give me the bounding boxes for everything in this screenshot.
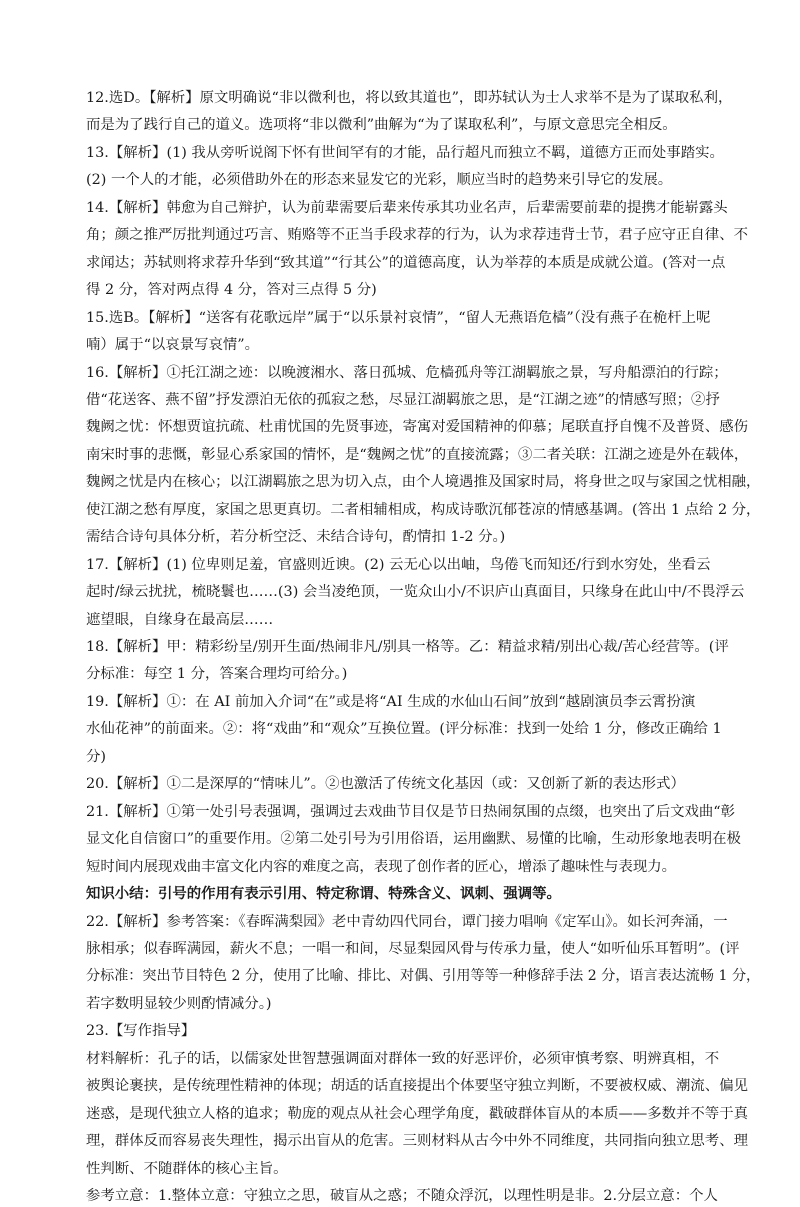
q16-line-5: 魏阙之忧是内在核心；以江湖羁旅之思为切入点，由个人境遇推及国家时局，将身世之叹与家国之忧相融， (86, 474, 760, 490)
q17-line-3: 遮望眼，自缘身在最高层…… (86, 612, 274, 628)
q16-line-2: 借“花送客、燕不留”抒发漂泊无依的孤寂之愁，尽显江湖羁旅之思，是“江湖之迹”的情感写照；②抒 (86, 392, 720, 408)
q12-line-1: 12.选D。【解析】原文明确说“非以微利也，将以致其道也”，即苏轼认为士人求举不是为了谋取私利， (86, 90, 733, 106)
q16-line-6: 使江湖之愁有厚度，家国之思更真切。二者相辅相成，构成诗歌沉郁苍凉的情感基调。(答出 1 点给 2 分， (86, 502, 760, 518)
q16-line-7: 需结合诗句具体分析，若分析空泛、未结合诗句，酌情扣 1-2 分。) (86, 529, 506, 545)
q22-line-2: 脉相承；似春晖满园，薪火不息；一唱一和间，尽显梨园风骨与传承力量，使人“如听仙乐耳暂明”。(评 (86, 941, 740, 957)
q19-line-3: 分) (86, 749, 107, 765)
knowledge-summary: 知识小结：引号的作用有表示引用、特定称谓、特殊含义、讽刺、强调等。 (86, 885, 561, 902)
q12-line-2: 而是为了践行自己的道义。选项将“非以微利”曲解为“为了谋取私利”，与原文意思完全相反。 (86, 117, 677, 133)
q16-line-3: 魏阙之忧：怀想贾谊抗疏、杜甫忧国的先贤事迹，寄寓对爱国精神的仰慕；尾联直抒自愧不及普贤、感伤 (86, 419, 748, 435)
q23-title: 23.【写作指导】 (86, 1023, 196, 1039)
q23-line-4: 理，群体反而容易丧失理性，揭示出盲从的危害。三则材料从古今中外不同维度，共同指向独立思考、理 (86, 1133, 748, 1149)
q22-line-4: 若字数明显较少则酌情减分。) (86, 996, 272, 1012)
q19-line-2: 水仙花神”的前面来。②：将“戏曲”和“观众”互换位置。(评分标准：找到一处给 1 分，修改正确给 1 (86, 721, 722, 737)
q21-line-2: 显文化自信窗口”的重要作用。②第二处引号为引用俗语，运用幽默、易懂的比喻，生动形象地表明在极 (86, 831, 741, 847)
q23-line-2: 被舆论裹挟，是传统理性精神的体现；胡适的话直接提出个体要坚守独立判断，不要被权威、潮流、偏见 (86, 1078, 748, 1094)
q14-line-3: 求闻达；苏轼则将求荐升华到“致其道”“行其公”的道德高度，认为举荐的本质是成就公道。(答对一点 (86, 255, 726, 271)
q14-line-2: 角；颜之推严厉批判通过巧言、贿赂等不正当手段求荐的行为，认为求荐违背士节，君子应守正自律、不 (86, 227, 748, 243)
q14-line-4: 得 2 分，答对两点得 4 分，答对三点得 5 分) (86, 282, 377, 298)
q15-line-2: 喃）属于“以哀景写哀情”。 (86, 337, 260, 353)
q13-line-1: 13.【解析】(1) 我从旁听说阁下怀有世间罕有的才能，品行超凡而独立不羁，道德方正而处事踏实。 (86, 145, 724, 161)
q16-line-1: 16.【解析】①托江湖之迹：以晚渡湘水、落日孤城、危樯孤舟等江湖羁旅之景，写舟船漂泊的行踪； (86, 365, 728, 381)
q17-line-2: 起时/绿云扰扰，梳晓鬟也……(3) 会当凌绝顶，一览众山小/不识庐山真面目，只缘身在此山中/不畏浮云 (86, 584, 745, 600)
q20-line-1: 20.【解析】①二是深厚的“情味儿”。②也激活了传统文化基因（或：又创新了新的表达形式） (86, 776, 685, 792)
q14-line-1: 14.【解析】韩愈为自己辩护，认为前辈需要后辈来传承其功业名声，后辈需要前辈的提携才能崭露头 (86, 200, 728, 216)
q22-line-3: 分标准：突出节目特色 2 分，使用了比喻、排比、对偶、引用等等一种修辞手法 2 分，语言表达流畅 1 分， (86, 968, 761, 984)
q15-line-1: 15.选B。【解析】“送客有花歌远岸”属于“以乐景衬哀情”，“留人无燕语危樯”（没有燕子在桅杆上呢 (86, 310, 711, 326)
q19-line-1: 19.【解析】①：在 AI 前加入介词“在”或是将“AI 生成的水仙山石间”放到“越剧演员李云霄扮演 (86, 694, 696, 710)
q23-line-5: 性判断、不随群体的核心主旨。 (86, 1161, 288, 1177)
q23-line-1: 材料解析：孔子的话，以儒家处世智慧强调面对群体一致的好恶评价，必须审慎考察、明辨真相，不 (86, 1051, 720, 1067)
q23-line-3: 迷惑，是现代独立人格的追求；勒庞的观点从社会心理学角度，戳破群体盲从的本质——多数并不等于真 (86, 1106, 748, 1122)
q22-line-1: 22.【解析】参考答案：《春晖满梨园》老中青幼四代同台，谭门接力唱响《定军山》。如长河奔涌，一 (86, 914, 728, 930)
q21-line-3: 短时间内展现戏曲丰富文化内容的难度之高，表现了创作者的匠心，增添了趣味性与表现力。 (86, 859, 677, 875)
q18-line-1: 18.【解析】甲：精彩纷呈/别开生面/热闹非凡/别具一格等。乙：精益求精/别出心裁/苦心经营等。(评 (86, 639, 729, 655)
q18-line-2: 分标准：每空 1 分，答案合理均可给分。) (86, 666, 348, 682)
q17-line-1: 17.【解析】(1) 位卑则足羞，官盛则近谀。(2) 云无心以出岫，鸟倦飞而知还/行到水穷处，坐看云 (86, 557, 711, 573)
q16-line-4: 南宋时事的悲慨，彰显心系家国的情怀，是“魏阙之忧”的直接流露；③二者关联：江湖之迹是外在载体， (86, 447, 749, 463)
q21-line-1: 21.【解析】①第一处引号表强调，强调过去戏曲节目仅是节日热闹氛围的点缀，也突出了后文戏曲“彰 (86, 804, 736, 820)
q13-line-2: (2) 一个人的才能，必须借助外在的形态来显发它的光彩，顺应当时的趋势来引导它的发展。 (86, 172, 673, 188)
q23-line-6: 参考立意：1.整体立意：守独立之思，破盲从之惑；不随众浮沉，以理性明是非。2.分层立意：个人 (86, 1188, 718, 1204)
